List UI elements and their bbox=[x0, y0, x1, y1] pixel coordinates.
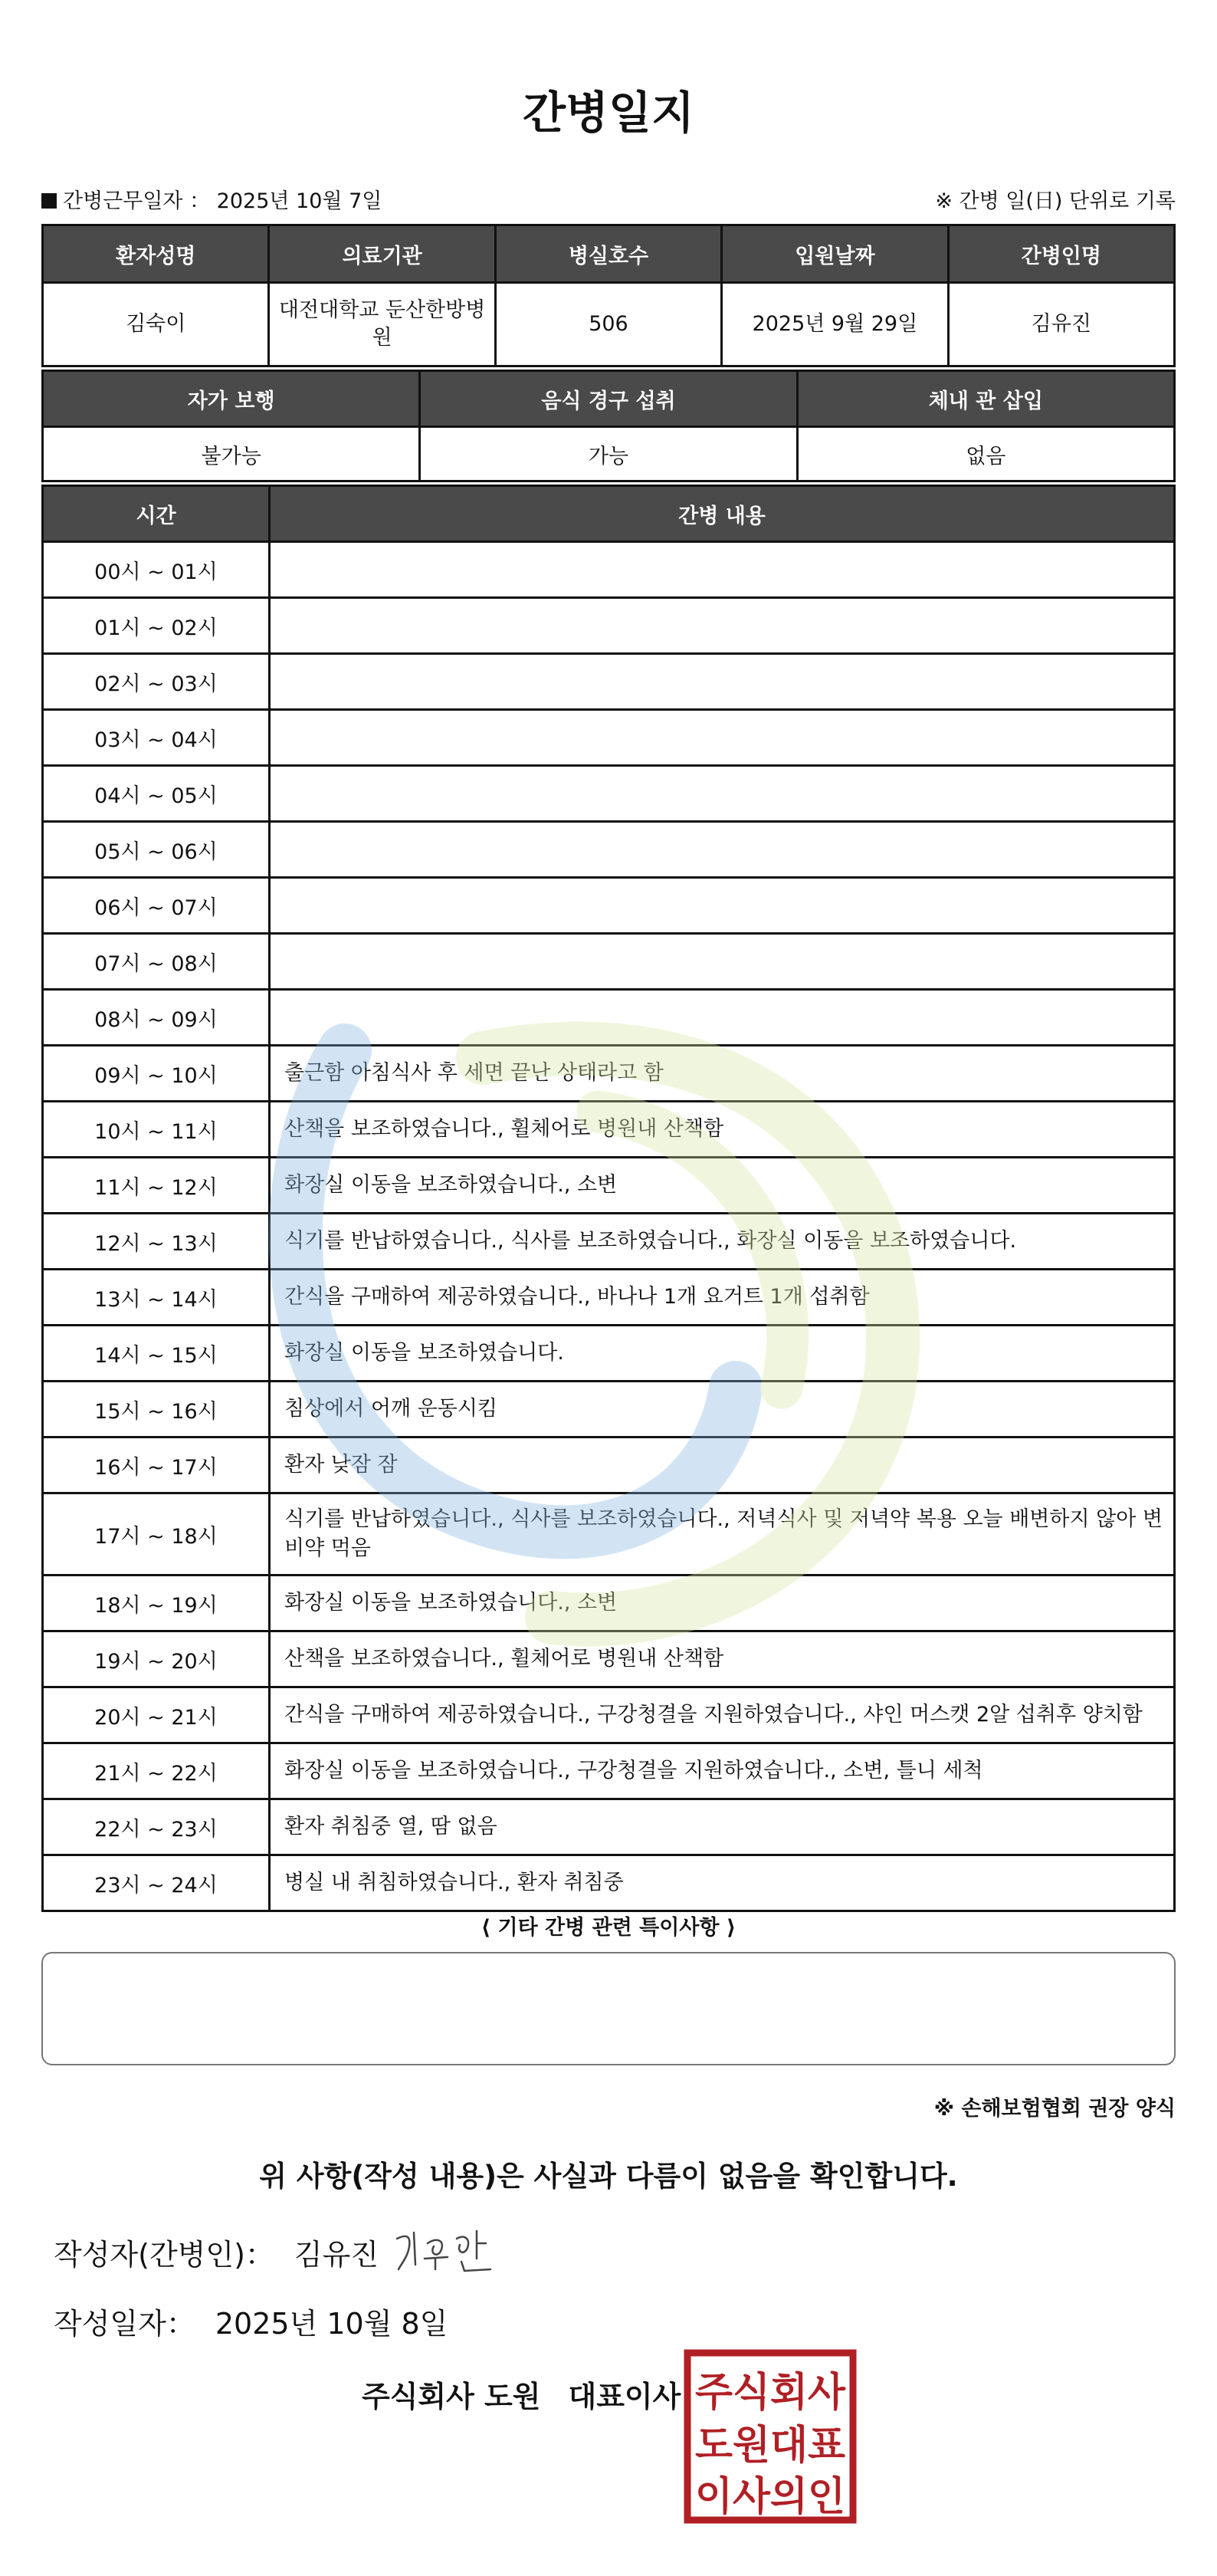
care-log-content: 화장실 이동을 보조하였습니다. bbox=[270, 1326, 1175, 1382]
care-log-row bbox=[43, 878, 1175, 934]
written-date-value: 2025년 10월 8일 bbox=[215, 2307, 448, 2341]
caregiver-name: 김유진 bbox=[948, 283, 1174, 366]
care-log-row bbox=[43, 1576, 1175, 1631]
patient-status-table bbox=[41, 370, 1176, 482]
care-log-time: 17시 ~ 18시 bbox=[43, 1493, 270, 1576]
care-log-time: 12시 ~ 13시 bbox=[43, 1214, 270, 1270]
care-log-row bbox=[43, 654, 1175, 710]
care-log-row bbox=[43, 1270, 1175, 1326]
care-log-content: 환자 취침중 열, 땀 없음 bbox=[270, 1799, 1175, 1855]
special-notes-title: ⟨ 기타 간병 관련 특이사항 ⟩ bbox=[481, 1916, 736, 1940]
care-log-time: 05시 ~ 06시 bbox=[43, 822, 270, 878]
care-log-row bbox=[43, 1438, 1175, 1493]
care-log-row bbox=[43, 1631, 1175, 1687]
care-log-content bbox=[270, 710, 1175, 766]
care-log-content bbox=[270, 542, 1175, 598]
company-seal-stamp bbox=[684, 2349, 857, 2524]
care-log-row bbox=[43, 1382, 1175, 1438]
care-log-content: 산책을 보조하였습니다., 휠체어로 병원내 산책함 bbox=[270, 1631, 1175, 1687]
care-log-row bbox=[43, 598, 1175, 654]
header-care-content: 간병 내용 bbox=[270, 486, 1175, 542]
header-tube-insertion: 체내 관 삽입 bbox=[797, 371, 1174, 427]
header-patient-name: 환자성명 bbox=[43, 225, 269, 283]
care-log-content: 병실 내 취침하였습니다., 환자 취침중 bbox=[270, 1855, 1175, 1911]
hospital-name: 대전대학교 둔산한방병원 bbox=[269, 283, 495, 366]
care-log-content bbox=[270, 598, 1175, 654]
care-log-time: 06시 ~ 07시 bbox=[43, 878, 270, 934]
care-log-time: 02시 ~ 03시 bbox=[43, 654, 270, 710]
care-log-content bbox=[270, 990, 1175, 1046]
care-log-content: 식기를 반납하였습니다., 식사를 보조하였습니다., 저녁식사 및 저녁약 복용 오늘 배변하지 않아 변비약 먹음 bbox=[270, 1493, 1175, 1576]
care-log-content bbox=[270, 654, 1175, 710]
status-header-row bbox=[43, 371, 1175, 427]
work-date-value: 2025년 10월 7일 bbox=[216, 189, 382, 213]
oral-intake-value: 가능 bbox=[420, 427, 797, 481]
care-log-time: 14시 ~ 15시 bbox=[43, 1326, 270, 1382]
seal-text-line-3: 이사의인 bbox=[695, 2474, 845, 2520]
care-log-content: 화장실 이동을 보조하였습니다., 소변 bbox=[270, 1576, 1175, 1631]
patient-info-table bbox=[41, 224, 1176, 367]
care-log-row bbox=[43, 934, 1175, 990]
care-log-time: 22시 ~ 23시 bbox=[43, 1799, 270, 1855]
work-date-line bbox=[41, 184, 382, 214]
care-log-content: 간식을 구매하여 제공하였습니다., 바나나 1개 요거트 1개 섭취함 bbox=[270, 1270, 1175, 1326]
care-log-row bbox=[43, 1326, 1175, 1382]
care-log-row bbox=[43, 990, 1175, 1046]
care-log-content bbox=[270, 878, 1175, 934]
care-log-time: 13시 ~ 14시 bbox=[43, 1270, 270, 1326]
header-room-number: 병실호수 bbox=[495, 225, 721, 283]
record-unit-note: ※ 간병 일(日) 단위로 기록 bbox=[935, 189, 1176, 213]
written-date-line bbox=[54, 2300, 448, 2342]
company-representative-title: 대표이사 bbox=[568, 2380, 681, 2413]
writer-line bbox=[54, 2231, 379, 2273]
care-log-row bbox=[43, 766, 1175, 822]
care-log-row bbox=[43, 1493, 1175, 1576]
care-log-time: 20시 ~ 21시 bbox=[43, 1687, 270, 1743]
care-log-body bbox=[43, 542, 1175, 1911]
confirmation-statement: 위 사항(작성 내용)은 사실과 다름이 없음을 확인합니다. bbox=[259, 2160, 958, 2193]
care-log-content bbox=[270, 934, 1175, 990]
care-log-row bbox=[43, 1687, 1175, 1743]
care-log-table bbox=[41, 485, 1176, 1912]
company-name: 주식회사 도원 bbox=[362, 2380, 541, 2413]
care-log-time: 21시 ~ 22시 bbox=[43, 1743, 270, 1799]
patient-info-value-row bbox=[43, 283, 1175, 366]
document-title: 간병일지 bbox=[522, 87, 695, 139]
seal-text-line-1: 주식회사 bbox=[695, 2370, 846, 2416]
writer-label: 작성자(간병인)： bbox=[54, 2238, 274, 2272]
care-log-content: 간식을 구매하여 제공하였습니다., 구강청결을 지원하였습니다., 샤인 머스캣 2알 섭취후 양치함 bbox=[270, 1687, 1175, 1743]
seal-text-line-2: 도원대표 bbox=[695, 2423, 845, 2469]
header-time: 시간 bbox=[43, 486, 270, 542]
care-log-time: 01시 ~ 02시 bbox=[43, 598, 270, 654]
status-value-row bbox=[43, 427, 1175, 481]
header-caregiver-name: 간병인명 bbox=[948, 225, 1174, 283]
care-log-time: 15시 ~ 16시 bbox=[43, 1382, 270, 1438]
care-log-time: 09시 ~ 10시 bbox=[43, 1046, 270, 1102]
care-log-row bbox=[43, 1046, 1175, 1102]
written-date-label: 작성일자： bbox=[54, 2307, 195, 2341]
care-log-header-row bbox=[43, 486, 1175, 542]
care-log-time: 00시 ~ 01시 bbox=[43, 542, 270, 598]
care-log-row bbox=[43, 822, 1175, 878]
header-self-walking: 자가 보행 bbox=[43, 371, 420, 427]
care-log-time: 16시 ~ 17시 bbox=[43, 1438, 270, 1493]
care-log-content: 산책을 보조하였습니다., 휠체어로 병원내 산책함 bbox=[270, 1102, 1175, 1158]
care-log-content: 침상에서 어깨 운동시킴 bbox=[270, 1382, 1175, 1438]
self-walking-value: 불가능 bbox=[43, 427, 420, 481]
care-log-row bbox=[43, 1799, 1175, 1855]
room-number: 506 bbox=[495, 283, 721, 366]
care-log-row bbox=[43, 710, 1175, 766]
care-log-row bbox=[43, 1158, 1175, 1214]
care-log-time: 08시 ~ 09시 bbox=[43, 990, 270, 1046]
care-log-time: 10시 ~ 11시 bbox=[43, 1102, 270, 1158]
square-bullet-icon bbox=[41, 193, 57, 209]
admission-date: 2025년 9월 29일 bbox=[722, 283, 948, 366]
tube-insertion-value: 없음 bbox=[797, 427, 1174, 481]
care-log-time: 07시 ~ 08시 bbox=[43, 934, 270, 990]
care-log-row bbox=[43, 542, 1175, 598]
care-log-time: 19시 ~ 20시 bbox=[43, 1631, 270, 1687]
header-oral-intake: 음식 경구 섭취 bbox=[420, 371, 797, 427]
care-log-time: 11시 ~ 12시 bbox=[43, 1158, 270, 1214]
care-log-row bbox=[43, 1743, 1175, 1799]
care-log-time: 04시 ~ 05시 bbox=[43, 766, 270, 822]
handwritten-signature bbox=[391, 2223, 498, 2277]
work-date-label: 간병근무일자 ： bbox=[63, 189, 211, 213]
patient-info-header-row bbox=[43, 225, 1175, 283]
care-log-content: 환자 낮잠 잠 bbox=[270, 1438, 1175, 1493]
care-log-time: 18시 ~ 19시 bbox=[43, 1576, 270, 1631]
header-hospital: 의료기관 bbox=[269, 225, 495, 283]
form-source-note: ※ 손해보험협회 권장 양식 bbox=[933, 2097, 1176, 2121]
care-log-time: 23시 ~ 24시 bbox=[43, 1855, 270, 1911]
care-log-content: 식기를 반납하였습니다., 식사를 보조하였습니다., 화장실 이동을 보조하였습니다. bbox=[270, 1214, 1175, 1270]
care-log-row bbox=[43, 1855, 1175, 1911]
care-log-content: 출근함 아침식사 후 세면 끝난 상태라고 함 bbox=[270, 1046, 1175, 1102]
care-log-time: 03시 ~ 04시 bbox=[43, 710, 270, 766]
care-log-content bbox=[270, 766, 1175, 822]
writer-name: 김유진 bbox=[294, 2238, 379, 2272]
care-log-content bbox=[270, 822, 1175, 878]
company-line bbox=[362, 2373, 681, 2415]
patient-name: 김숙이 bbox=[43, 283, 269, 366]
care-log-content: 화장실 이동을 보조하였습니다., 소변 bbox=[270, 1158, 1175, 1214]
header-admission-date: 입원날짜 bbox=[722, 225, 948, 283]
care-log-row bbox=[43, 1102, 1175, 1158]
special-notes-box bbox=[41, 1952, 1176, 2065]
care-log-content: 화장실 이동을 보조하였습니다., 구강청결을 지원하였습니다., 소변, 틀니 세척 bbox=[270, 1743, 1175, 1799]
care-log-row bbox=[43, 1214, 1175, 1270]
